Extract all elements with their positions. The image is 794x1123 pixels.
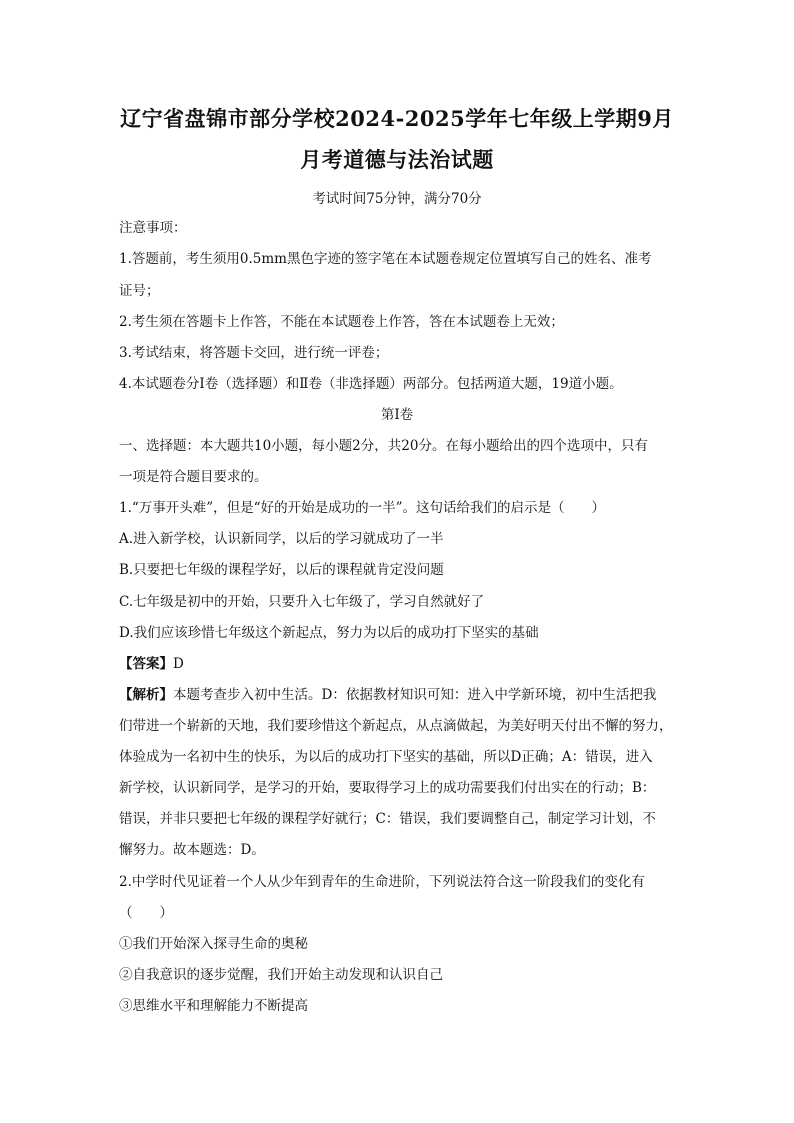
- q1-answer: [119, 655, 184, 673]
- note-item-2: 2.考生须在答题卡上作答，不能在本试题卷上作答，答在本试题卷上无效；: [119, 314, 564, 330]
- volume-label: 第Ⅰ卷: [380, 407, 414, 423]
- note-item-3: 3.考试结束，将答题卡交回，进行统一评卷；: [119, 345, 389, 361]
- q1-option-d: D.我们应该珍惜七年级这个新起点，努力为以后的成功打下坚实的基础: [119, 625, 539, 641]
- exam-duration-score: 考试时间75分钟，满分70分: [312, 191, 482, 207]
- note-item-4: 4.本试题卷分Ⅰ卷（选择题）和Ⅱ卷（非选择题）两部分。包括两道大题，19道小题。: [119, 376, 623, 392]
- section-intro-line2: 一项是符合题目要求的。: [119, 469, 268, 485]
- q1-option-c: C.七年级是初中的开始，只要升入七年级了，学习自然就好了: [119, 594, 485, 610]
- note-item-1-line1: 1.答题前，考生须用0.5mm黑色字迹的签字笔在本试题卷规定位置填写自己的姓名、准考: [119, 251, 652, 267]
- exam-title-line1: 辽宁省盘锦市部分学校2024-2025学年七年级上学期9月: [120, 106, 674, 131]
- q1-analysis-line3: 体验成为一名初中生的快乐，为以后的成功打下坚实的基础，所以D正确；A：错误，进入: [119, 749, 653, 765]
- answer-label: 【答案】: [119, 656, 173, 672]
- q1-option-b: B.只要把七年级的课程学好，以后的课程就肯定没问题: [119, 562, 444, 578]
- q1-analysis-line2: 们带进一个崭新的天地，我们要珍惜这个新起点，从点滴做起，为美好明天付出不懈的努力，: [119, 718, 673, 734]
- notes-heading: 注意事项：: [119, 220, 187, 236]
- q1-stem: 1.“万事开头难”，但是“好的开始是成功的一半”。这句话给我们的启示是（ ）: [119, 500, 605, 516]
- exam-title-line2: 月考道德与法治试题: [300, 147, 494, 172]
- q1-analysis-line5: 错误，并非只要把七年级的课程学好就行；C：错误，我们要调整自己，制定学习计划，不: [119, 811, 656, 827]
- q1-analysis-line1: [119, 686, 656, 704]
- answer-value: D: [173, 656, 184, 672]
- q2-stem-line1: 2.中学时代见证着一个人从少年到青年的生命进阶，下列说法符合这一阶段我们的变化有: [119, 874, 645, 890]
- q2-item-1: ①我们开始深入探寻生命的奥秘: [119, 936, 308, 952]
- q2-item-2: ②自我意识的逐步觉醒，我们开始主动发现和认识自己: [119, 967, 443, 983]
- q2-item-3: ③思维水平和理解能力不断提高: [119, 998, 308, 1014]
- note-item-1-line2: 证号；: [119, 283, 160, 299]
- q1-analysis-line6: 懈努力。故本题选：D。: [119, 842, 265, 858]
- section-intro-line1: 一、选择题：本大题共10小题，每小题2分，共20分。在每小题给出的四个选项中，只有: [119, 438, 648, 454]
- analysis-label: 【解析】: [119, 687, 173, 703]
- q1-analysis-line4: 新学校，认识新同学，是学习的开始，要取得学习上的成功需要我们付出实在的行动；B：: [119, 780, 656, 796]
- q1-option-a: A.进入新学校，认识新同学，以后的学习就成功了一半: [119, 531, 444, 547]
- analysis-text: 本题考查步入初中生活。D：依据教材知识可知：进入中学新环境，初中生活把我: [173, 687, 657, 703]
- q2-stem-line2: （ ）: [119, 905, 173, 921]
